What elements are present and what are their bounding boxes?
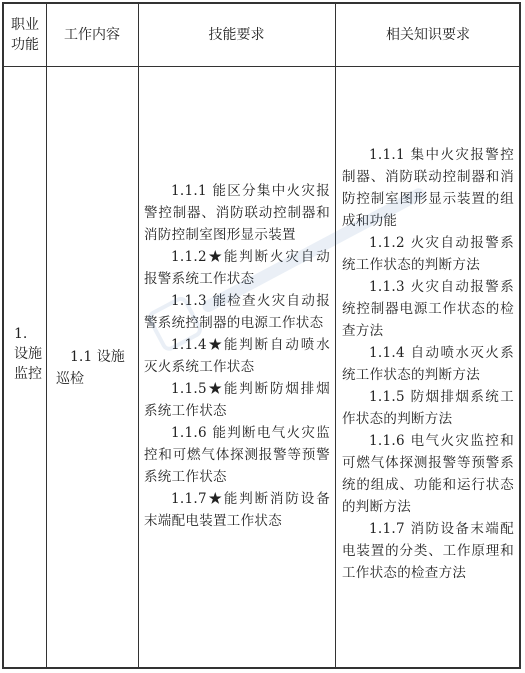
function-name: 设施	[14, 346, 42, 362]
skill-item: 1.1.3 能检查火灾自动报警系统控制器的电源工作状态	[144, 293, 330, 331]
header-text: 功能	[11, 37, 39, 53]
knowledge-item: 1.1.7 消防设备末端配电装置的分类、工作原理和工作状态的检查方法	[342, 521, 514, 581]
skill-item: 1.1.1 能区分集中火灾报警控制器、消防联动控制器和消防控制室图形显示装置	[144, 183, 330, 243]
skill-item: 1.1.4★能判断自动喷水灭火系统工作状态	[144, 337, 330, 375]
knowledge-item: 1.1.2 火灾自动报警系统工作状态的判断方法	[342, 235, 514, 273]
column-divider	[138, 4, 139, 667]
header-text: 技能要求	[208, 27, 265, 43]
standards-table	[2, 2, 521, 669]
skills-cell	[144, 180, 330, 532]
skill-item: 1.1.6 能判断电气火灾监控和可燃气体探测报警等预警系统工作状态	[144, 425, 330, 485]
function-cell	[4, 324, 46, 384]
header-text: 职业	[11, 17, 39, 33]
skill-item: 1.1.7★能判断消防设备末端配电装置工作状态	[144, 491, 330, 529]
work-content-text: 1.1 设施	[70, 349, 125, 365]
knowledge-item: 1.1.1 集中火灾报警控制器、消防联动控制器和消防控制室图形显示装置的组成和功能	[342, 147, 514, 229]
skill-item: 1.1.2★能判断火灾自动报警系统工作状态	[144, 249, 330, 287]
knowledge-item: 1.1.6 电气火灾监控和可燃气体探测报警等预警系统的组成、功能和运行状态的判断方法	[342, 433, 514, 515]
header-text: 相关知识要求	[386, 27, 470, 43]
function-number: 1.	[14, 326, 28, 342]
work-content-cell	[46, 346, 138, 390]
knowledge-cell	[342, 144, 514, 584]
knowledge-item: 1.1.3 火灾自动报警系统控制器电源工作状态的检查方法	[342, 279, 514, 339]
function-name: 监控	[14, 366, 42, 382]
knowledge-item: 1.1.5 防烟排烟系统工作状态的判断方法	[342, 389, 514, 427]
knowledge-item: 1.1.4 自动喷水灭火系统工作状态的判断方法	[342, 345, 514, 383]
header-work-content	[46, 4, 138, 66]
work-content-text: 巡检	[56, 371, 84, 387]
header-text: 工作内容	[64, 27, 120, 43]
column-divider	[335, 4, 336, 667]
header-knowledge-requirements	[335, 4, 521, 66]
header-skill-requirements	[138, 4, 335, 66]
column-divider	[46, 4, 47, 667]
skill-item: 1.1.5★能判断防烟排烟系统工作状态	[144, 381, 330, 419]
header-divider	[4, 66, 519, 67]
header-occupational-function	[4, 4, 46, 66]
